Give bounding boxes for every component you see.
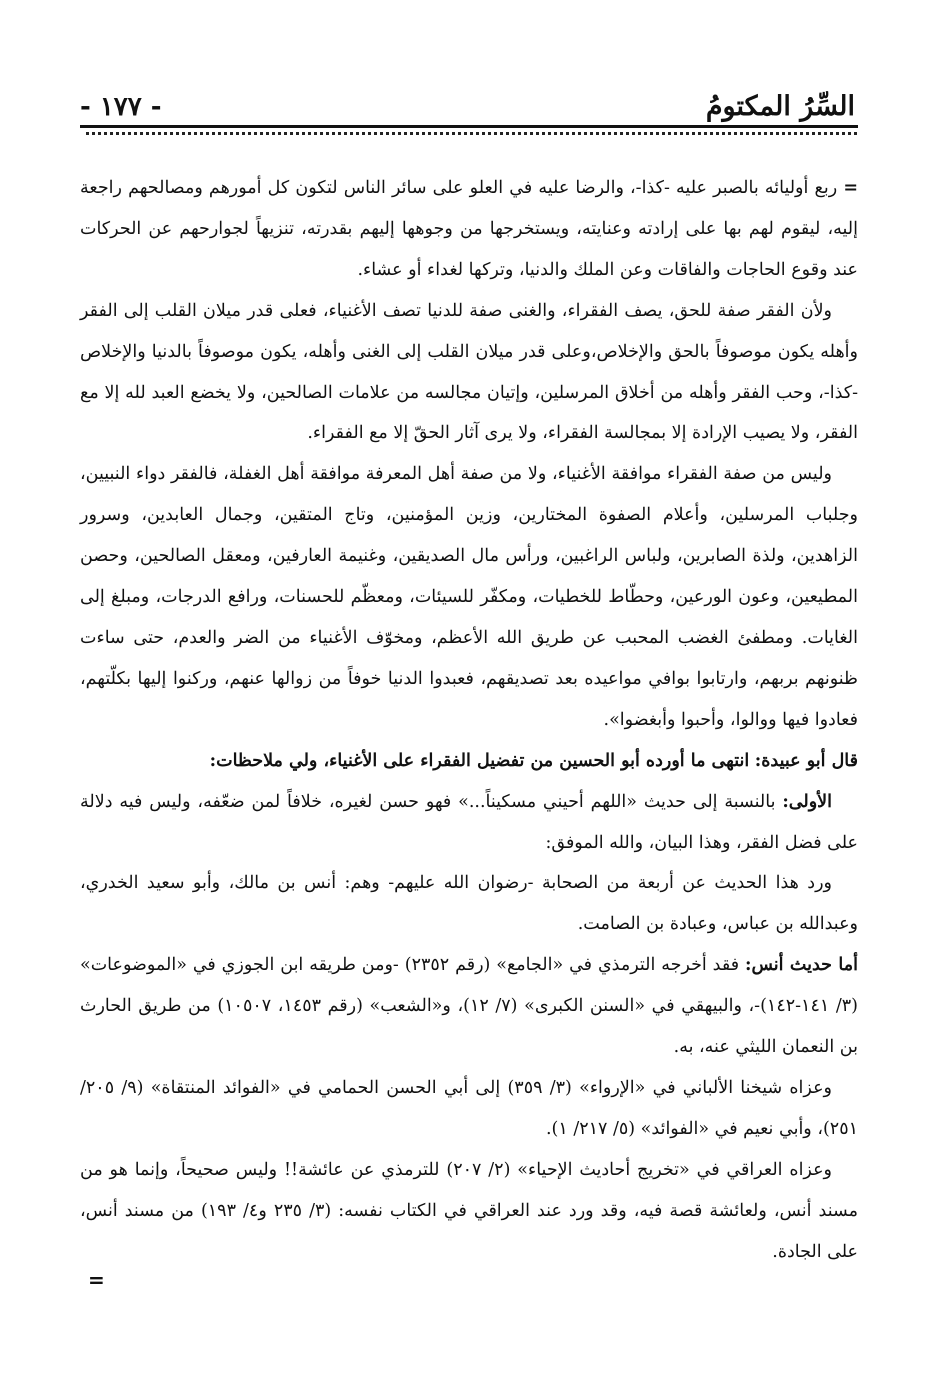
running-header: [80, 78, 855, 122]
paragraph-5: [80, 782, 858, 864]
paragraph-7: [80, 945, 858, 1068]
continuation-mark: =: [843, 178, 858, 198]
paragraph-7-text: فقد أخرجه الترمذي في «الجامع» (رقم ٢٣٥٢) -ومن طريقه ابن الجوزي في «الموضوعات» (٣/ ١٤١-١٤٢)-، والبيهقي في «السنن الكبرى» (٧/ ١٢)، و«الشعب» (رقم ١٤٥٣، ١٠٥٠٧) من طريق الحارث بن النعمان الليثي عنه، به.: [80, 955, 858, 1058]
paragraph-5-lead: الأولى:: [782, 791, 832, 812]
header-dotted-rule: [86, 132, 857, 135]
book-title: السِّرُ المكتومُ: [705, 91, 855, 122]
paragraph-3: وليس من صفة الفقراء موافقة الأغنياء، ولا من صفة أهل المعرفة موافقة أهل الغفلة، فالفقر دواء النبيين، وجلباب المرسلين، وأعلام الصفوة المختارين، وزين المؤمنين، وتاج المتقين، وجمال العابدين، وسرور الزاهدين، ولذة الصابرين، ولباس الراغبين، ورأس مال الصديقين، وغنيمة العارفين، ومعقل الصالحين، وحصن المطيعين، وعون الورعين، وحطّاط للخطيات، ومكفّر للسيئات، ومعظّم للحسنات، ورافع الدرجات، ومبلغ إلى الغايات. ومطفئ الغضب المحبب عن طريق الله الأعظم، ومخوّف الأغنياء من الضر والعدم، حتى ساءت ظنونهم بربهم، وارتابوا بوافي مواعيده بعد تصديقهم، فعبدوا الدنيا خوفاً من زوالها عنهم، وركنوا إليها بكلّتهم، فعادوا فيها ووالوا، وأحبوا وأبغضوا».: [80, 464, 858, 730]
paragraph-1: [80, 168, 858, 291]
paragraph-2: ولأن الفقر صفة للحق، يصف الفقراء، والغنى صفة للدنيا تصف الأغنياء، فعلى قدر ميلان القلب إلى الفقر وأهله يكون موصوفاً بالحق والإخلاص،وعلى قدر ميلان القلب إلى الغنى وأهله، يكون موصوفاً بالدنيا والإخلاص -كذا-، وحب الفقر وأهله من أخلاق المرسلين، وإتيان مجالسه من علامات الصالحين، ولا يخضع العبد لله إلا مع الفقر، ولا يصيب الإرادة إلا بمجالسة الفقراء، ولا يرى آثار الحقّ إلا مع الفقراء.: [80, 300, 858, 444]
paragraph-4-text: انتهى ما أورده أبو الحسين من تفضيل الفقراء على الأغنياء، ولي ملاحظات:: [209, 750, 750, 771]
paragraph-4: [80, 741, 858, 782]
paragraph-8: وعزاه شيخنا الألباني في «الإرواء» (٣/ ٣٥٩) إلى أبي الحسن الحمامي في «الفوائد المنتقاة» (٩/ ٢٠٥/ ٢٥١)، وأبي نعيم في «الفوائد» (٥/ ٢١٧/ ١).: [80, 1077, 858, 1139]
continuation-mark-bottom: =: [88, 1268, 105, 1292]
paragraph-6: ورد هذا الحديث عن أربعة من الصحابة -رضوان الله عليهم- وهم: أنس بن مالك، وأبو سعيد الخدري، وعبدالله بن عباس، وعبادة بن الصامت.: [80, 873, 858, 935]
header-rule: [80, 125, 858, 128]
paragraph-4-lead: قال أبو عبيدة:: [754, 750, 858, 771]
paragraph-5-text: بالنسبة إلى حديث «اللهم أحيني مسكيناً...» فهو حسن لغيره، خلافاً لمن ضعّفه، وليس فيه دلالة على فضل الفقر، وهذا البيان، والله الموفق:: [80, 791, 858, 853]
paragraph-9: وعزاه العراقي في «تخريج أحاديث الإحياء» (٢/ ٢٠٧) للترمذي عن عائشة!! وليس صحيحاً، وإنما هو من مسند أنس، ولعائشة قصة فيه، وقد ورد عند العراقي في الكتاب نفسه: (٣/ ٢٣٥ و٤/ ١٩٣) من مسند أنس، على الجادة.: [80, 1159, 859, 1262]
paragraph-1-text: ربع أوليائه بالصبر عليه -كذا-، والرضا عليه في العلو على سائر الناس لتكون كل أمورهم ومصالحهم راجعة إليه، ليقوم لهم بها على إرادته وعنايته، ويستخرجها من وجوهها إليهم بقدرته، تنزيهاً لجوارحهم عن الحركات عند وقوع الحاجات والفاقات وعن الملك والدنيا، وتركها لغداء أو عشاء.: [80, 178, 858, 280]
paragraph-7-lead: أما حديث أنس:: [744, 955, 858, 976]
main-text: [80, 168, 858, 1272]
page-number: - ١٧٧ -: [80, 92, 162, 122]
